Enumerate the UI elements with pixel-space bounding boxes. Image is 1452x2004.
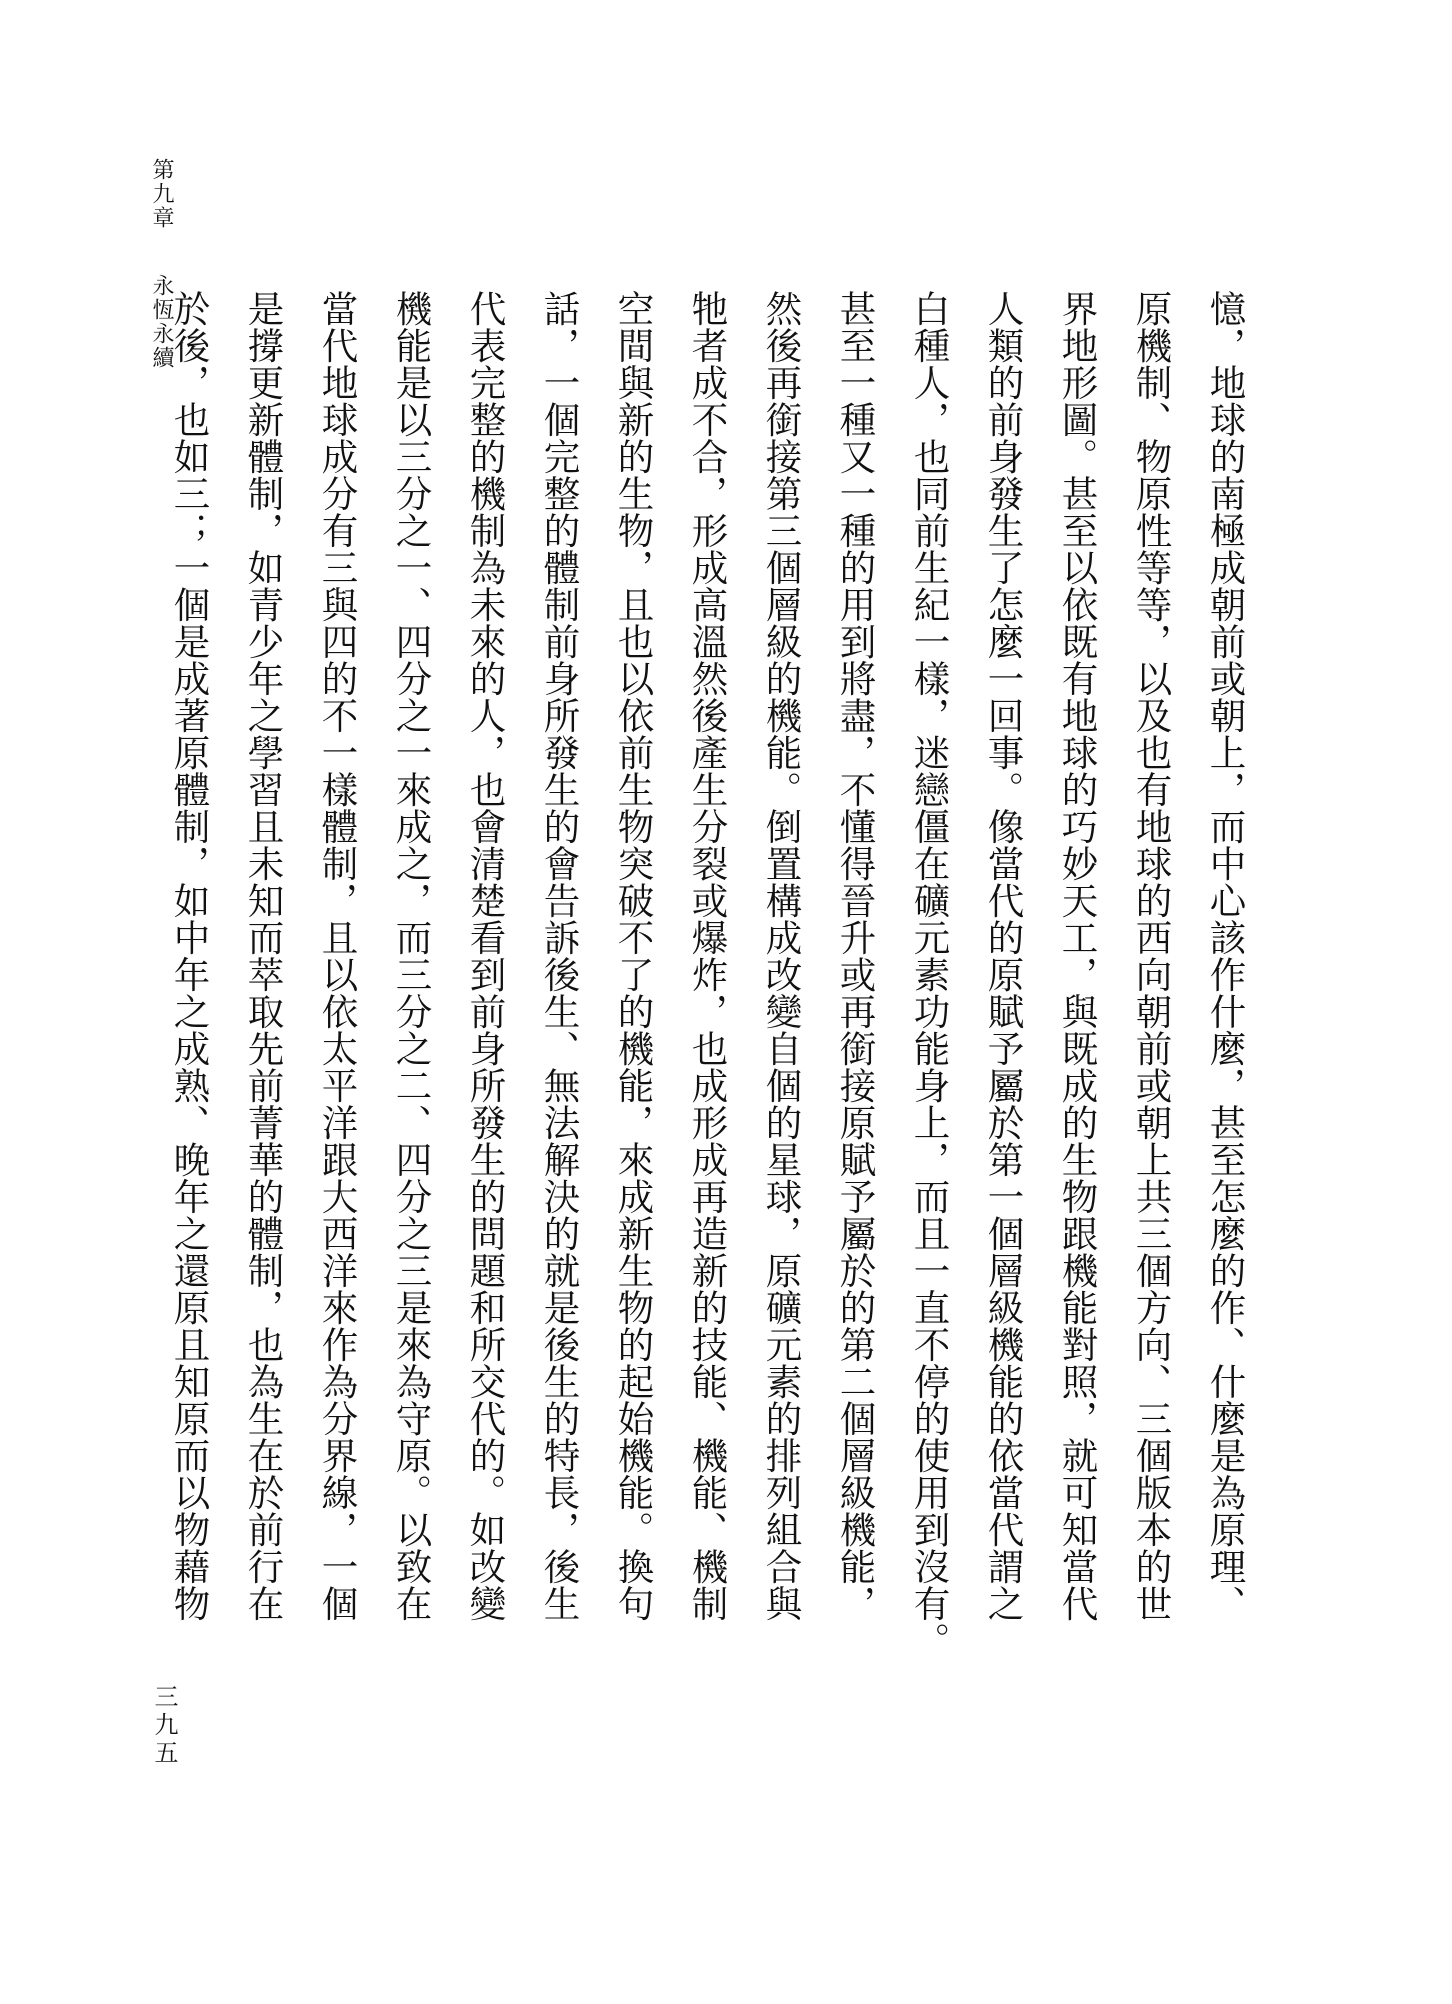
body-text — [168, 290, 1262, 1845]
text-column: 當代地球成分有三與四的不一樣體制，且以依太平洋跟大西洋來作為分界線，一個 — [316, 290, 359, 1622]
text-column: 代表完整的機制為未來的人，也會清楚看到前身所發生的問題和所交代的。如改變 — [464, 290, 507, 1622]
text-column: 話，一個完整的體制前身所發生的會告訴後生、無法解決的就是後生的特長，後生 — [538, 290, 581, 1622]
text-column: 憶，地球的南極成朝前或朝上，而中心該作什麼，甚至怎麼的作、什麼是為原理、 — [1204, 290, 1247, 1622]
text-column: 人類的前身發生了怎麼一回事。像當代的原賦予屬於第一個層級機能的依當代謂之 — [982, 290, 1025, 1622]
text-column: 於後，也如三；一個是成著原體制，如中年之成熟、晚年之還原且知原而以物藉物 — [168, 290, 211, 1622]
text-column: 空間與新的生物，且也以依前生物突破不了的機能，來成新生物的起始機能。換句 — [612, 290, 655, 1622]
text-column: 機能是以三分之一、四分之一來成之，而三分之二、四分之三是來為守原。以致在 — [390, 290, 433, 1622]
text-column: 界地形圖。甚至以依既有地球的巧妙天工，與既成的生物跟機能對照，就可知當代 — [1056, 290, 1099, 1622]
page-number: 三九五 — [150, 1684, 178, 1768]
text-column: 白種人，也同前生紀一樣，迷戀僵在礦元素功能身上，而且一直不停的使用到沒有。 — [908, 290, 951, 1659]
text-column: 原機制、物原性等等，以及也有地球的西向朝前或朝上共三個方向、三個版本的世 — [1130, 290, 1173, 1622]
text-column: 然後再銜接第三個層級的機能。倒置構成改變自個的星球，原礦元素的排列組合與 — [760, 290, 803, 1622]
chapter-title: 永恆永續 — [149, 274, 174, 370]
chapter-label: 第九章 — [149, 158, 174, 230]
text-column: 甚至一種又一種的用到將盡，不懂得晉升或再銜接原賦予屬於的第二個層級機能， — [834, 290, 877, 1622]
text-column: 是撐更新體制，如青少年之學習且未知而萃取先前菁華的體制，也為生在於前行在 — [242, 290, 285, 1622]
text-column: 牠者成不合，形成高溫然後產生分裂或爆炸，也成形成再造新的技能、機能、機制 — [686, 290, 729, 1622]
